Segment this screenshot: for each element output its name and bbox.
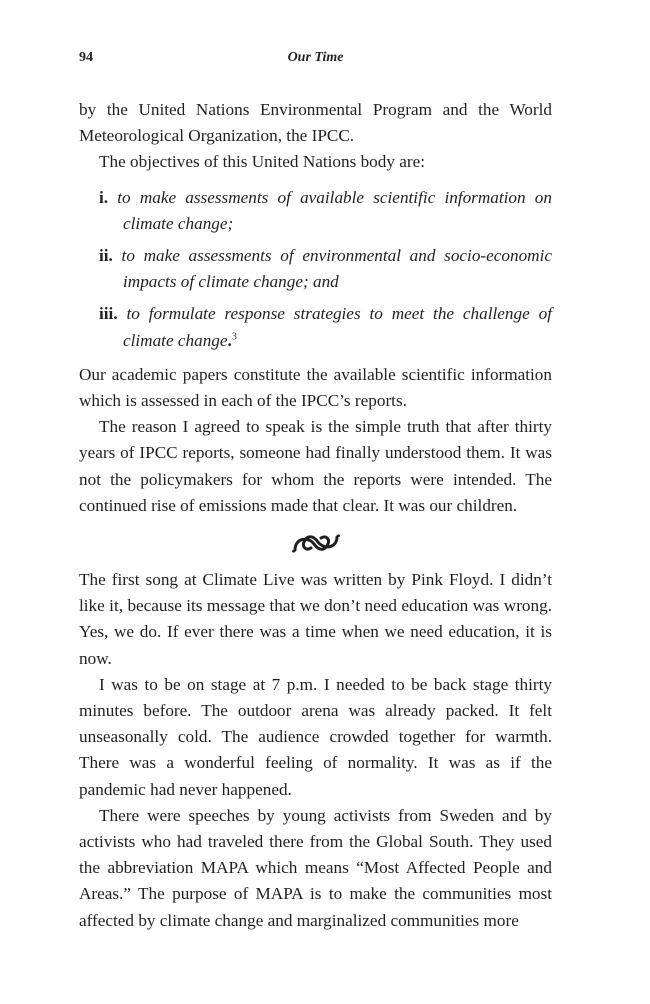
objectives-list xyxy=(79,185,552,354)
page-number: 94 xyxy=(79,50,93,65)
list-marker: ii. xyxy=(99,246,113,266)
running-title: Our Time xyxy=(287,50,344,65)
list-item xyxy=(99,301,552,353)
paragraph: Our academic papers constitute the available scientific information which is assessed in each of the IPCC’s reports. xyxy=(79,364,552,411)
list-item-text: to formulate response strategies to meet the challenge of climate change xyxy=(123,304,552,350)
paragraph: I was to be on stage at 7 p.m. I needed to be back stage thirty minutes before. The outdoor arena was already packed. It felt unseasonally cold. The audience crowded together for warmth. There was a wonderful feeling of normality. It was as if the pandemic had never happened. xyxy=(79,674,552,799)
footnote-marker[interactable]: 3 xyxy=(231,330,237,342)
flourish-ornament-icon xyxy=(292,532,340,554)
list-item-end: . xyxy=(227,330,232,350)
list-item-text: to make assessments of available scientific information on climate change; xyxy=(117,187,552,233)
paragraph: The objectives of this United Nations body are: xyxy=(99,152,426,172)
paragraph: The first song at Climate Live was written by Pink Floyd. I didn’t like it, because its message that we don’t need education was wrong. Yes, we do. If ever there was a time when we need education, it is now. xyxy=(79,570,552,668)
paragraph: The reason I agreed to speak is the simple truth that after thirty years of IPCC reports, someone had finally understood them. It was not the policymakers for whom the reports were intended. The continued rise of emissions made that clear. It was our children. xyxy=(79,417,552,515)
list-item-text: to make assessments of environmental and socio-economic impacts of climate change; and xyxy=(121,246,552,292)
list-marker: i. xyxy=(99,187,109,207)
paragraph: by the United Nations Environmental Program and the World Meteorological Organization, the IPCC. xyxy=(79,100,552,146)
page-body xyxy=(79,97,552,934)
paragraph: There were speeches by young activists from Sweden and by activists who had traveled there from the Global South. They used the abbreviation MAPA which means “Most Affected People and Areas.” The purpose of MAPA is to make the communities most affected by climate change and marginalized communities more xyxy=(79,805,552,930)
list-item xyxy=(99,243,552,295)
list-item xyxy=(99,185,552,237)
section-break xyxy=(79,519,552,567)
list-marker: iii. xyxy=(99,304,118,324)
page-header xyxy=(79,50,552,70)
